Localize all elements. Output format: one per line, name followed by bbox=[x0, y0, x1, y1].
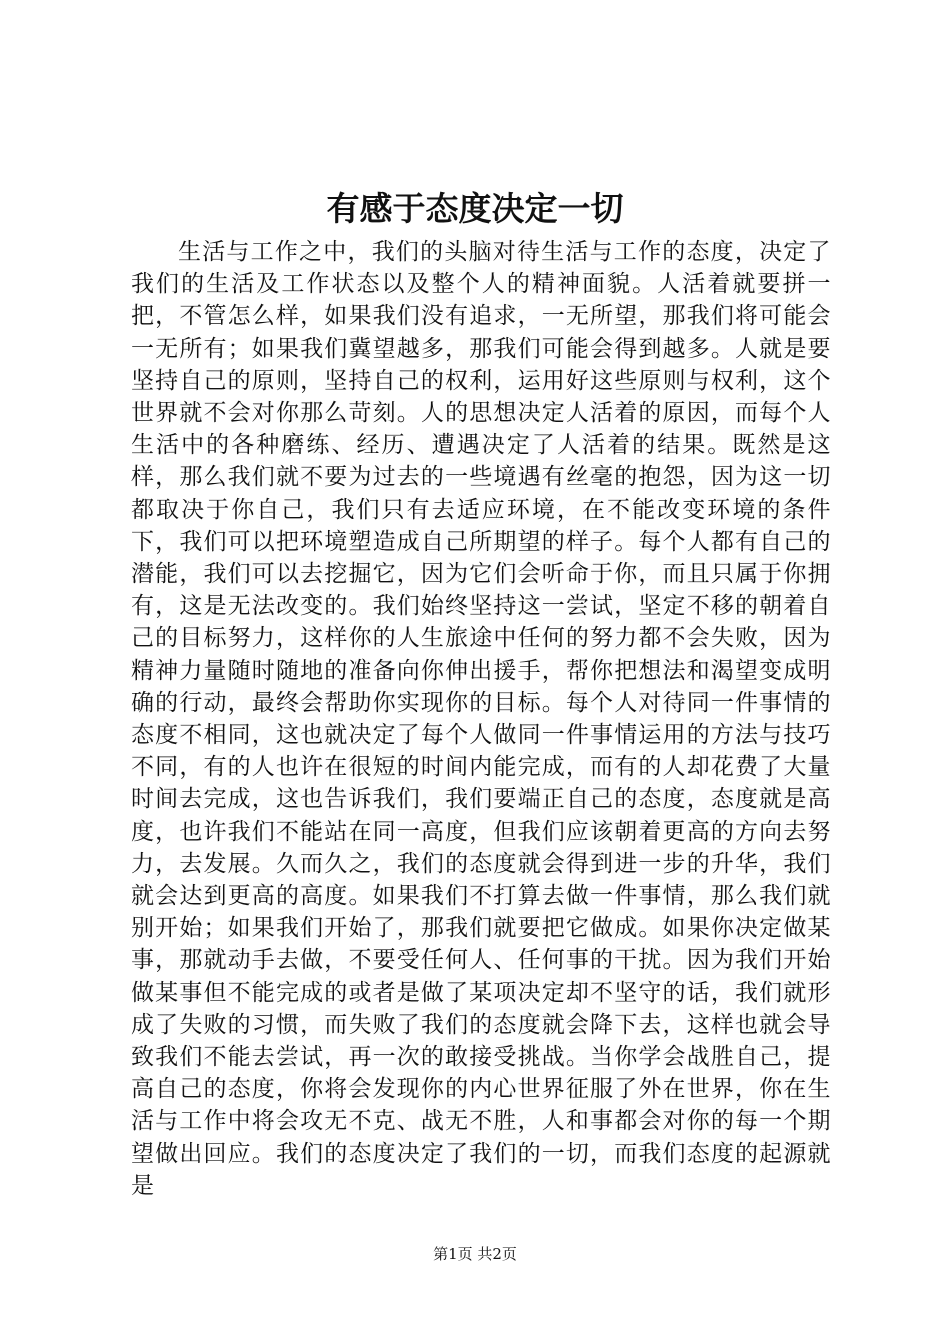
document-title: 有感于态度决定一切 bbox=[326, 189, 624, 228]
page-footer: 第1页 共2页 bbox=[433, 1245, 517, 1263]
body-paragraph: 生活与工作之中，我们的头脑对待生活与工作的态度，决定了我们的生活及工作状态以及整个人的精神面貌。人活着就要拼一把，不管怎么样，如果我们没有追求，一无所望，那我们将可能会一无所有；如果我们冀望越多，那我们可能会得到越多。人就是要坚持自己的原则，坚持自己的权利，运用好这些原则与权利，这个世界就不会对你那么苛刻。人的思想决定人活着的原因，而每个人生活中的各种磨练、经历、遭遇决定了人活着的结果。既然是这样，那么我们就不要为过去的一些境遇有丝毫的抱怨，因为这一切都取决于你自己，我们只有去适应环境，在不能改变环境的条件下，我们可以把环境塑造成自己所期望的样子。每个人都有自己的潜能，我们可以去挖掘它，因为它们会听命于你，而且只属于你拥有，这是无法改变的。我们始终坚持这一尝试，坚定不移的朝着自己的目标努力，这样你的人生旅途中任何的努力都不会失败，因为精神力量随时随地的准备向你伸出援手，帮你把想法和渴望变成明确的行动，最终会帮助你实现你的目标。每个人对待同一件事情的态度不相同，这也就决定了每个人做同一件事情运用的方法与技巧不同，有的人也许在很短的时间内能完成，而有的人却花费了大量时间去完成，这也告诉我们，我们要端正自己的态度，态度就是高度，也许我们不能站在同一高度，但我们应该朝着更高的方向去努力，去发展。久而久之，我们的态度就会得到进一步的升华，我们就会达到更高的高度。如果我们不打算去做一件事情，那么我们就别开始；如果我们开始了，那我们就要把它做成。如果你决定做某事，那就动手去做，不要受任何人、任何事的干扰。因为我们开始做某事但不能完成的或者是做了某项决定却不坚守的话，我们就形成了失败的习惯，而失败了我们的态度就会降下去，这样也就会导致我们不能去尝试，再一次的敢接受挑战。当你学会战胜自己，提高自己的态度，你将会发现你的内心世界征服了外在世界，你在生活与工作中将会攻无不克、战无不胜，人和事都会对你的每一个期望做出回应。我们的态度决定了我们的一切，而我们态度的起源就是 bbox=[131, 239, 831, 1199]
